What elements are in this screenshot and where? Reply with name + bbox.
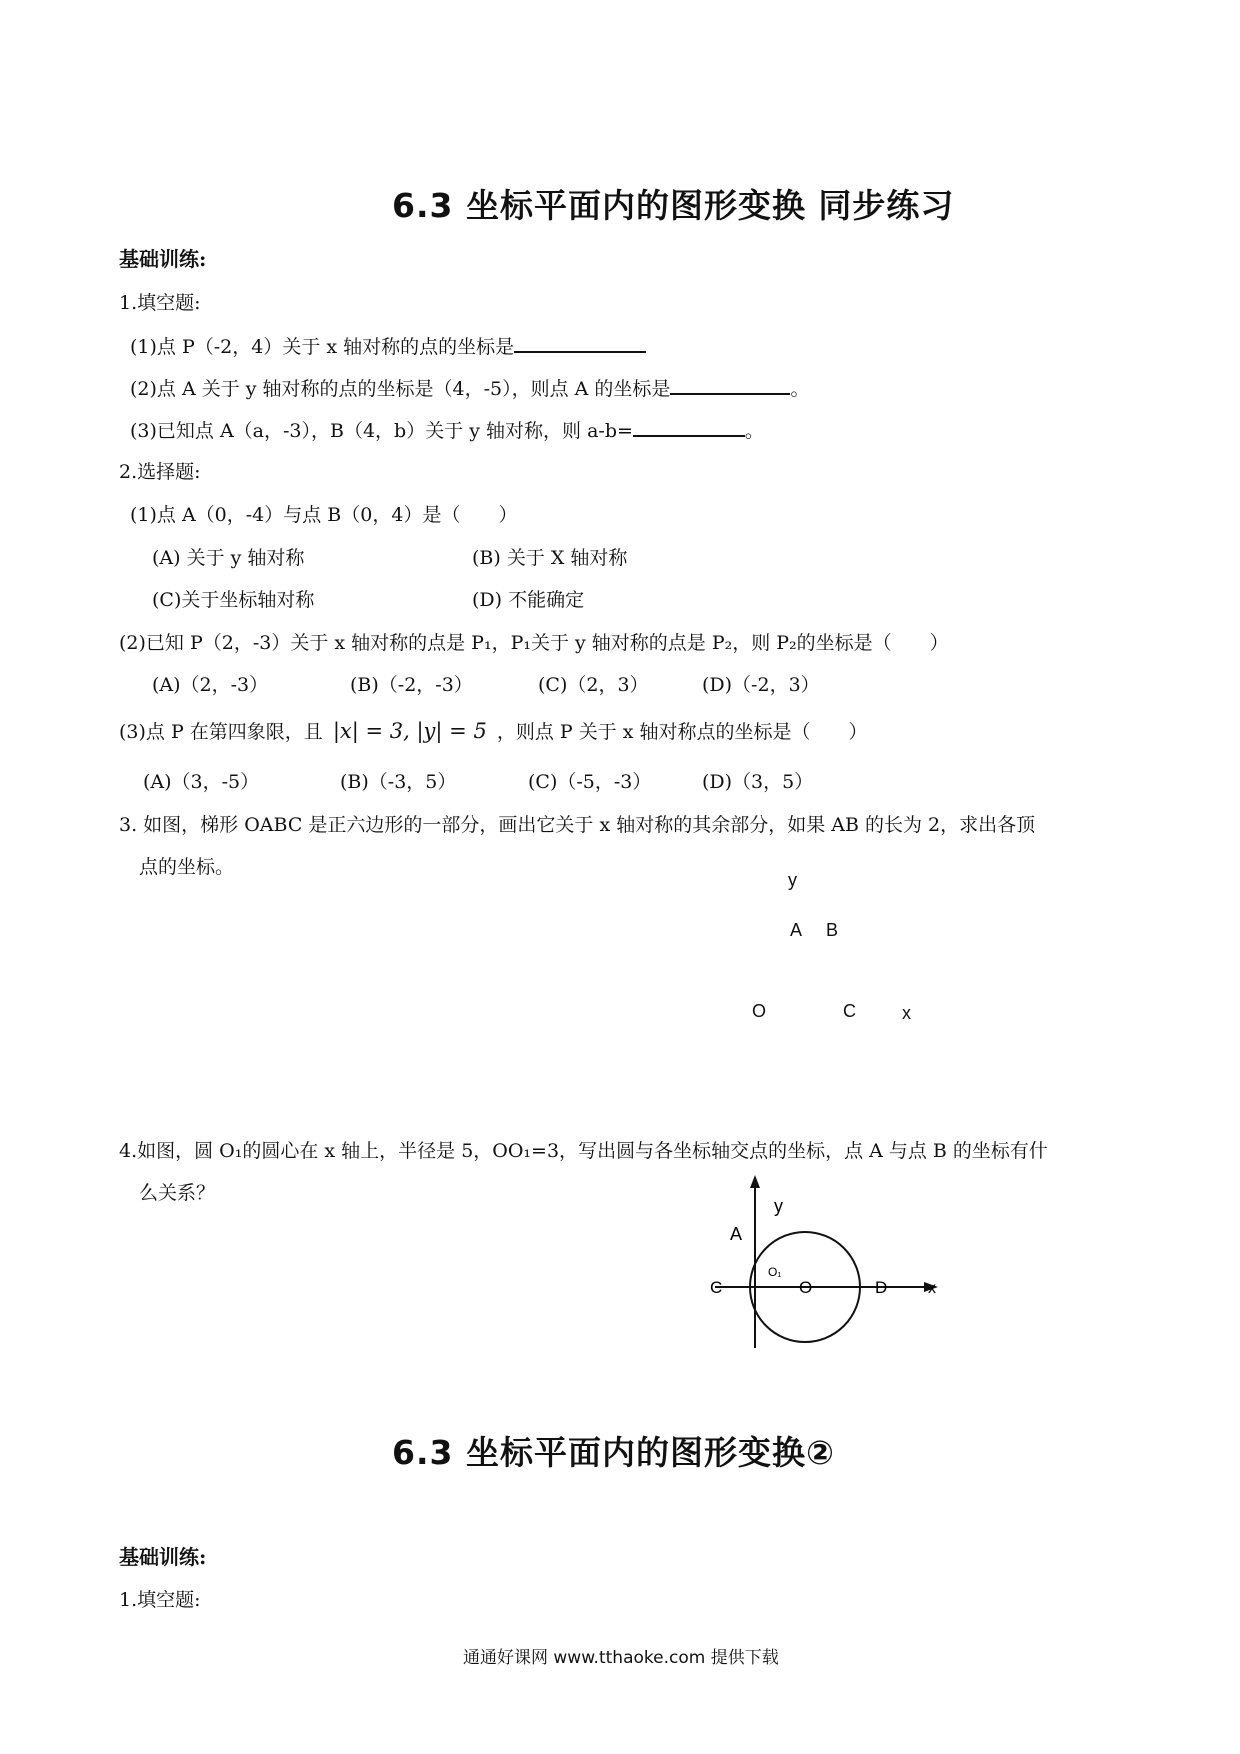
page-title: 6.3 坐标平面内的图形变换 同步练习 [392,186,955,225]
q4-fig-label-y: y [774,1196,783,1216]
q2-part2-option-c: (C)（2，3） [538,674,649,696]
q2-part1-option-d: (D) 不能确定 [472,589,585,611]
q1-part2-text: (2)点 A 关于 y 轴对称的点的坐标是（4，-5），则点 A 的坐标是 [130,378,671,400]
page-footer: 通通好课网 www.tthaoke.com 提供下载 [463,1648,779,1668]
q2-part1: (1)点 A（0，-4）与点 B（0，4）是（ ） [130,504,518,526]
section-heading-basic-training-2: 基础训练: [119,1545,207,1569]
q2-part3-option-c: (C)（-5，-3） [528,771,652,793]
q4-fig-label-c: C [710,1278,723,1297]
q4-fig-label-d: D [875,1278,888,1297]
q3-fig-label-y: y [788,870,797,890]
q2-part3-option-b: (B)（-3，5） [340,771,457,793]
q1-part2 [130,373,809,401]
q2-part2-option-b: (B)（-2，-3） [350,674,473,696]
q1-part2-end: 。 [790,378,810,400]
q1-heading: 1.填空题: [119,292,201,314]
q3-fig-label-c: C [843,1001,856,1021]
q4-line1: 4.如图，圆 O₁的圆心在 x 轴上，半径是 5，OO₁=3，写出圆与各坐标轴交点的坐标，点 A 与点 B 的坐标有什 [119,1140,1048,1162]
q1-part1-text: (1)点 P（-2，4）关于 x 轴对称的点的坐标是 [130,336,515,358]
q4-line2: 么关系？ [139,1182,216,1204]
q1-part1 [130,331,646,359]
answer-blank [633,415,745,437]
q2-part2: (2)已知 P（2，-3）关于 x 轴对称的点是 P₁，P₁关于 y 轴对称的点是 P₂，则 P₂的坐标是（ ） [119,632,949,654]
q3-fig-label-x: x [902,1003,911,1023]
q3-line1: 3. 如图，梯形 OABC 是正六边形的一部分，画出它关于 x 轴对称的其余部分，如果 AB 的长为 2，求出各顶 [119,814,1036,836]
q4-fig-label-x: x [928,1280,936,1297]
q1-part3-text: (3)已知点 A（a，-3），B（4，b）关于 y 轴对称，则 a-b= [130,420,633,442]
q3-fig-label-o: O [752,1001,767,1021]
q1b-heading: 1.填空题: [119,1589,201,1611]
q3-fig-label-b: B [826,920,839,940]
q1-part3 [130,415,764,443]
q2-part3-option-d: (D)（3，5） [702,771,814,793]
q3-fig-label-a: A [790,920,803,940]
q4-figure [700,1170,960,1360]
q2-heading: 2.选择题: [119,461,201,483]
section-title-2: 6.3 坐标平面内的图形变换② [392,1433,835,1472]
q2-part1-option-c: (C)关于坐标轴对称 [152,589,315,611]
section-heading-basic-training: 基础训练: [119,247,207,271]
q2-part1-option-a: (A) 关于 y 轴对称 [152,547,305,569]
y-axis-arrow-icon [750,1175,760,1188]
q2-part3-text: (3)点 P 在第四象限，且 [119,721,323,743]
q4-fig-label-o: O [799,1278,813,1297]
q2-part3-math: |x| = 3, |y| = 5 [332,719,487,743]
q4-fig-label-a: A [730,1224,743,1244]
q1-part3-end: 。 [744,420,764,442]
q2-part1-option-b: (B) 关于 X 轴对称 [472,547,628,569]
q2-part2-option-d: (D)（-2，3） [702,674,820,696]
answer-blank [514,331,646,353]
q4-fig-label-o1: O₁ [768,1265,782,1279]
q2-part3-option-a: (A)（3，-5） [143,771,260,793]
q2-part3-text-end: ，则点 P 关于 x 轴对称点的坐标是（ ） [496,721,868,743]
q2-part3 [119,717,868,744]
q3-line2: 点的坐标。 [139,856,235,878]
answer-blank [670,373,790,395]
q2-part2-option-a: (A)（2，-3） [152,674,269,696]
